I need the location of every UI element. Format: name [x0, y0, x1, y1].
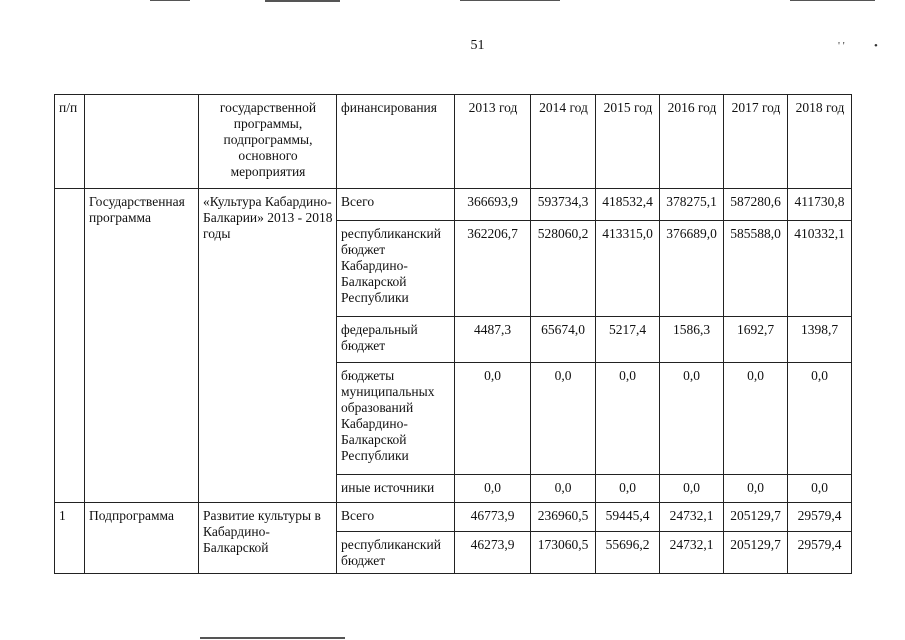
value-cell-2013: 46773,9 [455, 503, 531, 532]
group-name-cell: Развитие культуры в Кабардино-Балкарской [199, 503, 337, 574]
source-cell: федеральный бюджет [337, 317, 455, 363]
value-cell-2015: 0,0 [596, 363, 660, 475]
header-year-2015: 2015 год [596, 95, 660, 189]
value-cell-2017: 0,0 [724, 475, 788, 503]
table-header-row [55, 95, 852, 189]
value-cell-2016: 24732,1 [660, 532, 724, 574]
value-cell-2015: 413315,0 [596, 221, 660, 317]
header-col-status [85, 95, 199, 189]
source-cell: бюджеты муниципальных образований Кабардино-Балкарской Республики [337, 363, 455, 475]
value-cell-2016: 376689,0 [660, 221, 724, 317]
group-status-cell: Подпрограмма [85, 503, 199, 574]
group-num-cell: 1 [55, 503, 85, 574]
table-row [55, 189, 852, 221]
funding-table [54, 94, 852, 574]
page-number: 51 [470, 38, 485, 53]
value-cell-2017: 0,0 [724, 363, 788, 475]
value-cell-2015: 0,0 [596, 475, 660, 503]
scan-artifact-line [790, 0, 875, 1]
value-cell-2016: 1586,3 [660, 317, 724, 363]
header-year-2017: 2017 год [724, 95, 788, 189]
value-cell-2016: 378275,1 [660, 189, 724, 221]
value-cell-2014: 0,0 [531, 475, 596, 503]
value-cell-2013: 0,0 [455, 475, 531, 503]
scan-artifact-line [200, 637, 345, 639]
header-year-2014: 2014 год [531, 95, 596, 189]
value-cell-2018: 0,0 [788, 363, 852, 475]
value-cell-2014: 65674,0 [531, 317, 596, 363]
value-cell-2018: 1398,7 [788, 317, 852, 363]
scan-artifact-line [460, 0, 560, 1]
value-cell-2013: 0,0 [455, 363, 531, 475]
value-cell-2017: 1692,7 [724, 317, 788, 363]
corner-mark-left: ' ' [838, 40, 845, 52]
value-cell-2018: 29579,4 [788, 503, 852, 532]
value-cell-2017: 587280,6 [724, 189, 788, 221]
group-status-cell: Государственная программа [85, 189, 199, 503]
value-cell-2016: 24732,1 [660, 503, 724, 532]
header-year-2016: 2016 год [660, 95, 724, 189]
value-cell-2017: 205129,7 [724, 532, 788, 574]
value-cell-2014: 593734,3 [531, 189, 596, 221]
value-cell-2014: 236960,5 [531, 503, 596, 532]
source-cell: республиканский бюджет [337, 532, 455, 574]
value-cell-2013: 362206,7 [455, 221, 531, 317]
group-num-cell [55, 189, 85, 503]
source-cell: республиканский бюджет Кабардино-Балкарской Республики [337, 221, 455, 317]
value-cell-2014: 528060,2 [531, 221, 596, 317]
value-cell-2017: 585588,0 [724, 221, 788, 317]
scan-artifact-line [265, 0, 340, 2]
value-cell-2015: 59445,4 [596, 503, 660, 532]
value-cell-2016: 0,0 [660, 475, 724, 503]
value-cell-2018: 29579,4 [788, 532, 852, 574]
table-row [55, 503, 852, 532]
value-cell-2017: 205129,7 [724, 503, 788, 532]
value-cell-2015: 55696,2 [596, 532, 660, 574]
value-cell-2015: 418532,4 [596, 189, 660, 221]
value-cell-2013: 366693,9 [455, 189, 531, 221]
value-cell-2018: 0,0 [788, 475, 852, 503]
corner-mark-right: • [874, 40, 878, 52]
value-cell-2014: 0,0 [531, 363, 596, 475]
header-col-name: государственной программы, подпрограммы, основного мероприятия [199, 95, 337, 189]
header-col-num: п/п [55, 95, 85, 189]
value-cell-2014: 173060,5 [531, 532, 596, 574]
value-cell-2013: 46273,9 [455, 532, 531, 574]
value-cell-2015: 5217,4 [596, 317, 660, 363]
scan-artifact-line [150, 0, 190, 1]
header-year-2018: 2018 год [788, 95, 852, 189]
group-name-cell: «Культура Кабардино-Балкарии» 2013 - 2018 годы [199, 189, 337, 503]
value-cell-2018: 411730,8 [788, 189, 852, 221]
header-col-source: финансирования [337, 95, 455, 189]
source-cell: Всего [337, 503, 455, 532]
header-year-2013: 2013 год [455, 95, 531, 189]
source-cell: иные источники [337, 475, 455, 503]
value-cell-2013: 4487,3 [455, 317, 531, 363]
value-cell-2016: 0,0 [660, 363, 724, 475]
source-cell: Всего [337, 189, 455, 221]
value-cell-2018: 410332,1 [788, 221, 852, 317]
